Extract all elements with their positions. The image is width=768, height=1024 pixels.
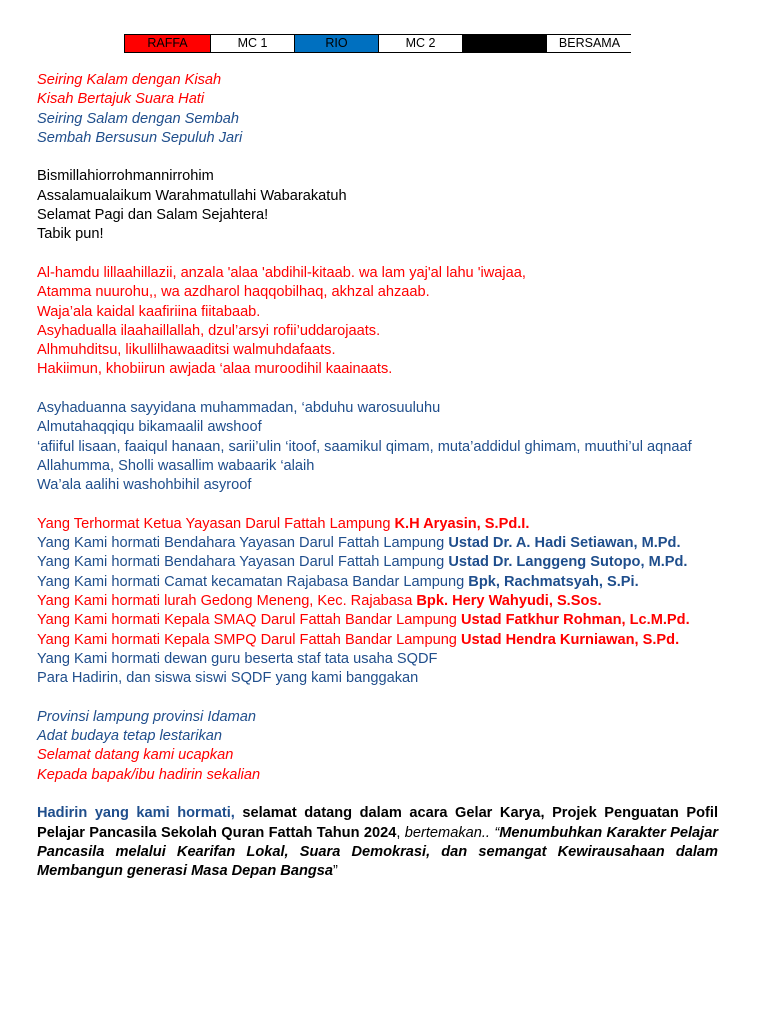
honorific-title: Yang Kami hormati Kepala SMPQ Darul Fattah Bandar Lampung (37, 631, 461, 648)
pantun-line: Selamat datang kami ucapkan (37, 747, 234, 764)
pantun-line: Kepada bapak/ibu hadirin sekalian (37, 766, 261, 783)
honorific-title: Yang Kami hormati Bendahara Yayasan Darul Fattah Lampung (37, 554, 449, 571)
honorific-name: Bpk, Rachmatsyah, S.Pi. (468, 573, 639, 590)
honorific-name: Ustad Dr. Langgeng Sutopo, M.Pd. (448, 554, 688, 571)
honorific-line (37, 553, 718, 572)
closing-theme: Menumbuhkan Karakter Pelajar Pancasila melalui Kearifan Lokal, Suara Demokrasi, dan semangat Kewirausahaan dalam Membangun generasi Masa Depan Bangsa (37, 824, 719, 880)
hamdalah-line: Atamma nuurohu,, wa azdharol haqqobilhaq, akhzal ahzaab. (37, 284, 430, 301)
pantun-line: Adat budaya tetap lestarikan (37, 728, 222, 745)
pantun-line: Sembah Bersusun Sepuluh Jari (37, 129, 243, 146)
hamdalah-block (37, 264, 718, 380)
legend-cell-mc-1: MC 1 (211, 35, 295, 52)
syahadat-line: Almutahaqqiqu bikamaalil awshoof (37, 419, 262, 436)
honorific-title: Para Hadirin, dan siswa siswi SQDF yang kami banggakan (37, 670, 419, 687)
syahadat-line: ‘afiiful lisaan, faaiqul hanaan, sarii’ulin ‘itoof, saamikul qimam, muta’addidul ghimam, muuthi’ul aqnaaf (37, 438, 692, 455)
greeting-line: Bismillahiorrohmannirrohim (37, 168, 214, 185)
honorific-name: Ustad Fatkhur Rohman, Lc.M.Pd. (460, 612, 690, 629)
closing-comma: , (396, 824, 405, 841)
honorific-title: Yang Kami hormati Camat kecamatan Rajabasa Bandar Lampung (37, 573, 469, 590)
honorific-line (37, 534, 718, 553)
legend-cell-bersama: BERSAMA (547, 35, 632, 52)
honorific-line (37, 650, 718, 669)
legend-cell-mc-2: MC 2 (379, 35, 463, 52)
legend-cell-rio: RIO (295, 35, 379, 52)
syahadat-block (37, 399, 718, 495)
honorific-line (37, 573, 718, 592)
honorific-line (37, 631, 718, 650)
honorifics-block (37, 515, 718, 689)
pantun-line: Seiring Salam dengan Sembah (37, 110, 240, 127)
pantun-line: Seiring Kalam dengan Kisah (37, 72, 222, 88)
hamdalah-line: Al-hamdu lillaahillazii, anzala 'alaa 'abdihil-kitaab. wa lam yaj'al lahu 'iwajaa, (37, 264, 526, 281)
honorific-title: Yang Terhormat Ketua Yayasan Darul Fattah Lampung (37, 515, 395, 532)
honorific-line (37, 515, 718, 534)
pantun-line: Kisah Bertajuk Suara Hati (37, 91, 205, 108)
syahadat-line: Allahumma, Sholli wasallim wabaarik ‘alaih (37, 457, 315, 474)
closing-theme-lead: bertemakan.. “ (404, 824, 500, 841)
greeting-line: Assalamualaikum Warahmatullahi Wabarakatuh (37, 187, 347, 204)
honorific-line (37, 592, 718, 611)
opening-pantun (37, 71, 718, 148)
honorific-name: Bpk. Hery Wahyudi, S.Sos. (416, 593, 602, 610)
honorific-title: Yang Kami hormati dewan guru beserta staf tata usaha SQDF (37, 650, 438, 667)
honorific-title: Yang Kami hormati Kepala SMAQ Darul Fattah Bandar Lampung (37, 612, 461, 629)
closing-end: ” (333, 863, 338, 880)
honorific-name: Ustad Hendra Kurniawan, S.Pd. (460, 631, 680, 648)
closing-lead: Hadirin yang kami hormati, (37, 805, 235, 822)
speaker-color-legend (124, 34, 631, 53)
honorific-title: Yang Kami hormati Bendahara Yayasan Darul Fattah Lampung (37, 535, 449, 552)
legend-cell-black (463, 35, 547, 52)
honorific-line (37, 669, 718, 688)
hamdalah-line: Waja’ala kaidal kaafiriina fiitabaab. (37, 303, 261, 320)
hamdalah-line: Alhmuhditsu, likullilhawaaditsi walmuhdafaats. (37, 342, 336, 359)
syahadat-line: Asyhaduanna sayyidana muhammadan, ‘abduhu warosuuluhu (37, 400, 441, 417)
greeting-block (37, 167, 718, 244)
greeting-line: Selamat Pagi dan Salam Sejahtera! (37, 207, 269, 224)
hamdalah-line: Asyhadualla ilaahaillallah, dzul’arsyi rofii’uddarojaats. (37, 322, 381, 339)
syahadat-line: Wa’ala aalihi washohbihil asyroof (37, 477, 252, 494)
honorific-name: Ustad Dr. A. Hadi Setiawan, M.Pd. (448, 535, 681, 552)
greeting-line: Tabik pun! (37, 226, 104, 243)
pantun-line: Provinsi lampung provinsi Idaman (37, 708, 257, 725)
closing-body: selamat datang dalam acara Gelar Karya, Projek Penguatan Pofil Pelajar Pancasila Sekolah Quran Fattah Tahun 2024 (37, 805, 718, 841)
honorific-line (37, 611, 718, 630)
closing-paragraph (37, 804, 718, 881)
speech-script (37, 71, 718, 901)
honorific-name: K.H Aryasin, S.Pd.I. (394, 515, 530, 532)
honorific-title: Yang Kami hormati lurah Gedong Meneng, Kec. Rajabasa (37, 593, 417, 610)
welcome-pantun (37, 708, 718, 785)
legend-cell-raffa: RAFFA (125, 35, 211, 52)
hamdalah-line: Hakiimun, khobiirun awjada ‘alaa muroodihil kaainaats. (37, 361, 393, 378)
